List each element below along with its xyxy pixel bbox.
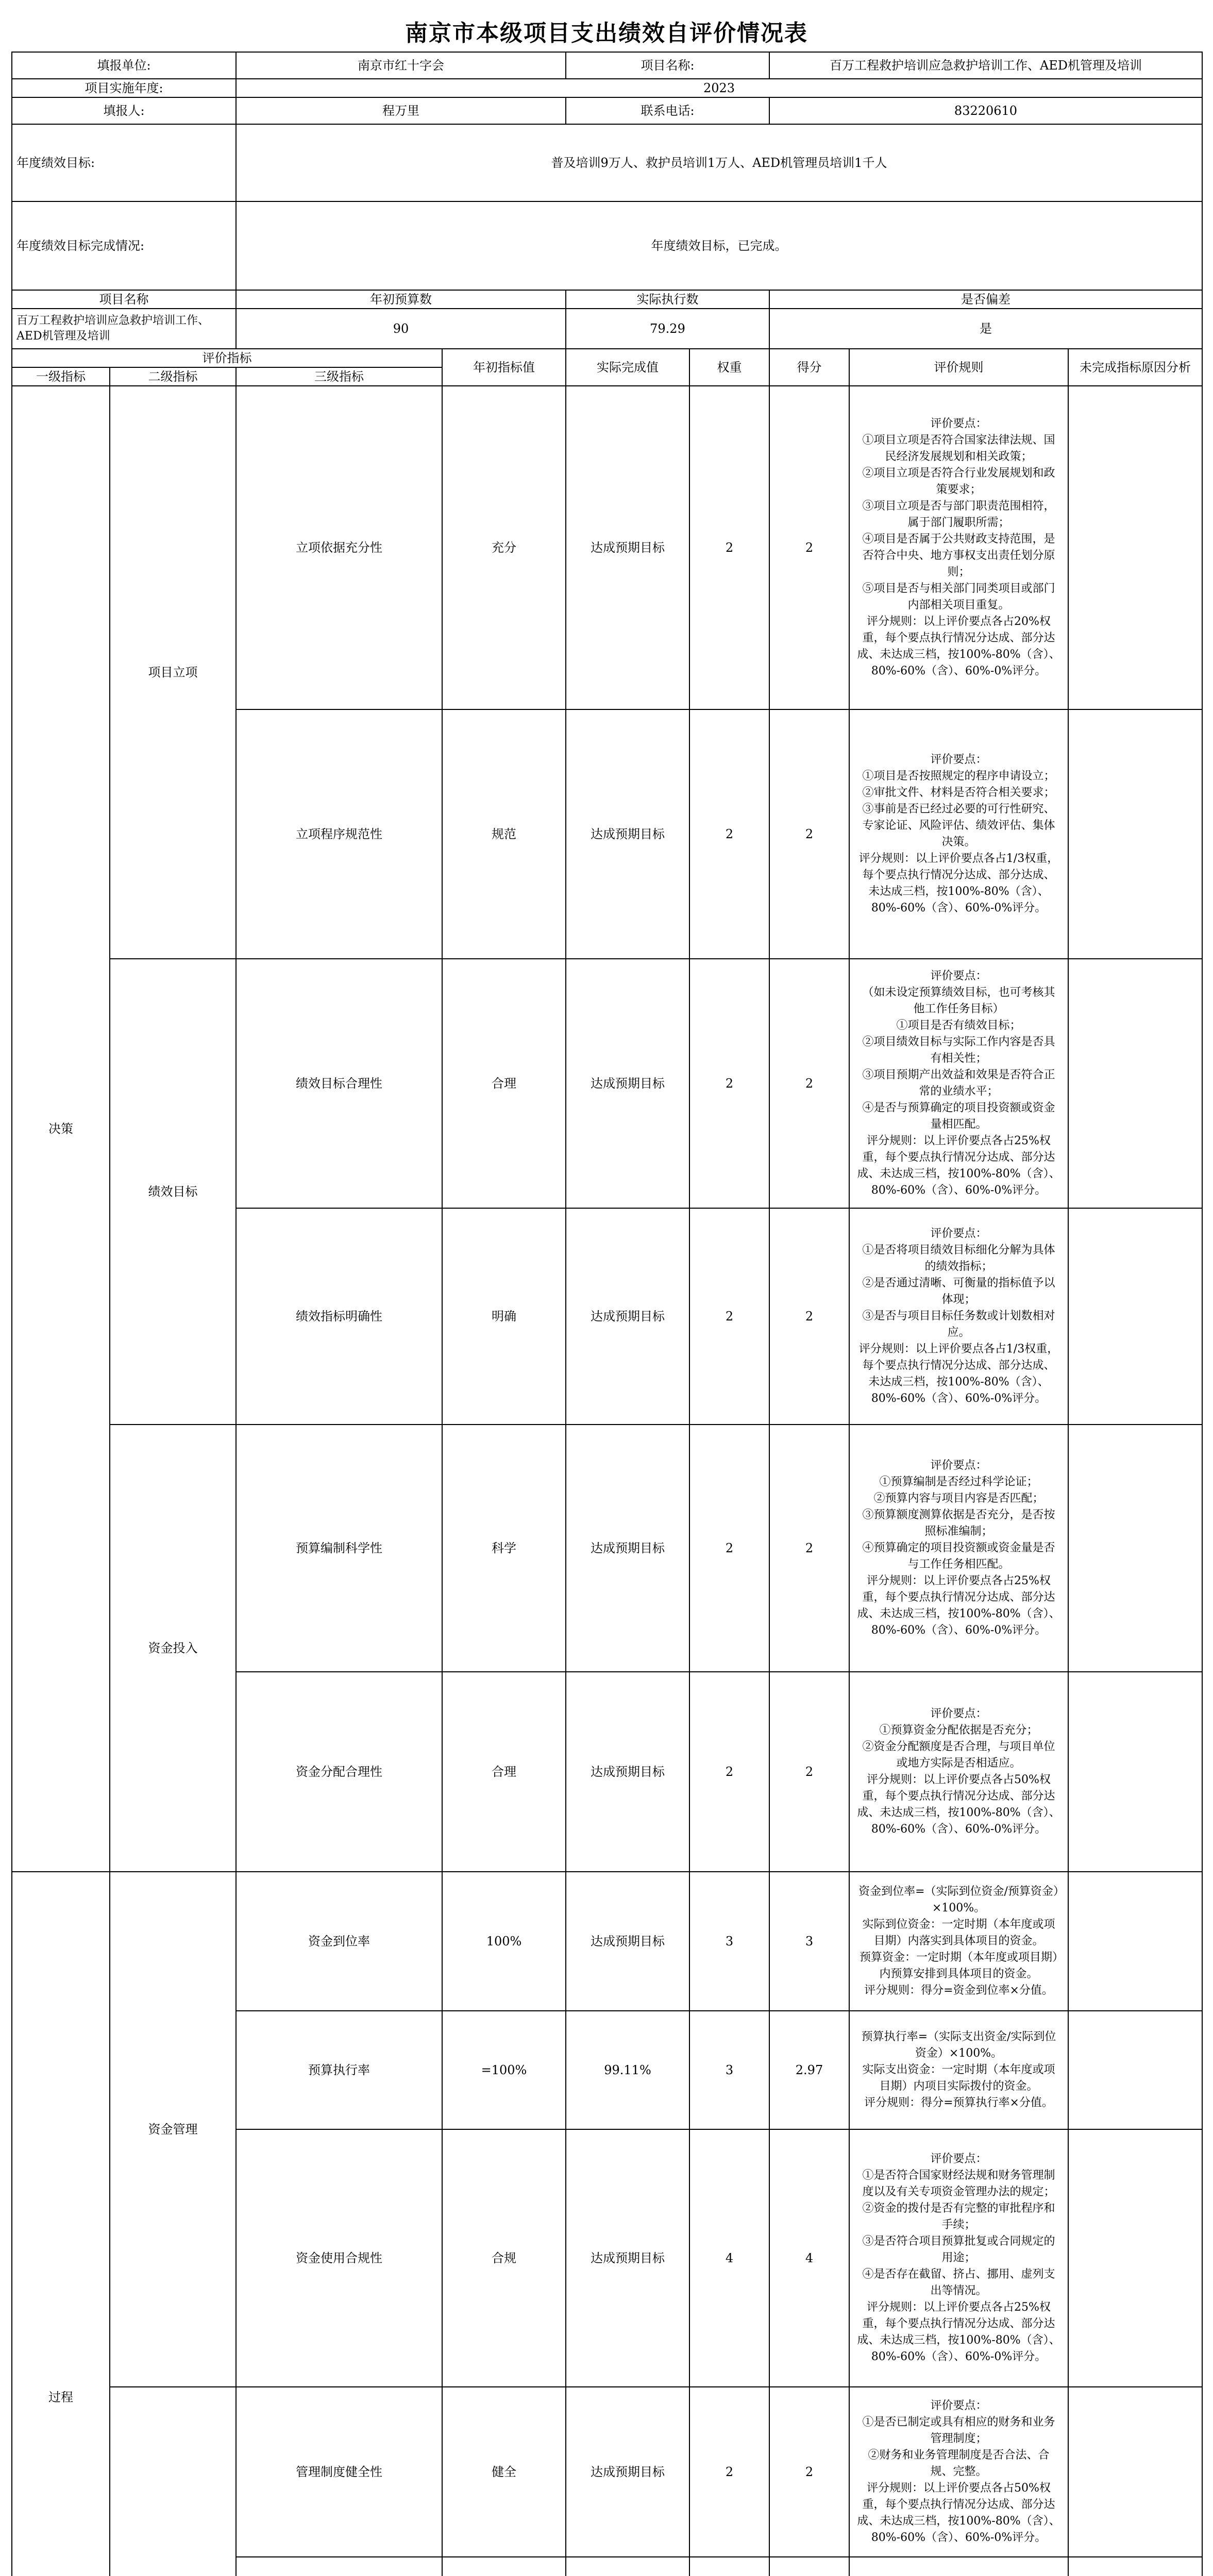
row-l3: 立项程序规范性 xyxy=(236,709,442,959)
row-criteria xyxy=(849,2387,1068,2557)
row-criteria xyxy=(849,386,1068,709)
criteria-line: ①项目立项是否符合国家法律法规、国民经济发展规划和相关政策； xyxy=(862,434,1055,463)
criteria-line: 评价要点： xyxy=(930,1707,987,1720)
row-target: 100% xyxy=(442,1872,566,2011)
row-actual: 达成预期目标 xyxy=(566,959,689,1208)
row-l3 xyxy=(236,2557,442,2576)
criteria-line: ③预算额度测算依据是否充分，是否按照标准编制； xyxy=(862,1509,1055,1538)
criteria-line: 评分规则：以上评价要点各占25%权重，每个要点执行情况分达成、部分达成、未达成三档，按100%-80%（含）、80%-60%（含）、60%-0%评分。 xyxy=(857,2301,1060,2363)
criteria-line: 评价要点： xyxy=(930,970,987,982)
row-weight: 2 xyxy=(689,959,769,1208)
row-actual: 达成预期目标 xyxy=(566,1208,689,1425)
row-criteria xyxy=(849,709,1068,959)
row-target: 明确 xyxy=(442,1208,566,1425)
table-row xyxy=(12,2387,1202,2557)
criteria-line: ④是否与预算确定的项目投资额或资金量相匹配。 xyxy=(862,1101,1055,1131)
row-weight: 2 xyxy=(689,2387,769,2557)
row-actual: 达成预期目标 xyxy=(566,2129,689,2387)
row-l3: 资金分配合理性 xyxy=(236,1672,442,1872)
col-target: 年初指标值 xyxy=(442,349,566,386)
criteria-line: 评分规则：以上评价要点各占1/3权重，每个要点执行情况分达成、部分达成、未达成三档，按100%-80%（含）、80%-60%（含）、60%-0%评分。 xyxy=(858,852,1059,914)
row-weight: 2 xyxy=(689,1672,769,1872)
budget-actual: 79.29 xyxy=(566,309,769,349)
row-weight: 4 xyxy=(689,2129,769,2387)
budget-initial: 90 xyxy=(236,309,566,349)
unit-label: 填报单位: xyxy=(12,52,236,79)
criteria-line: ③项目立项是否与部门职责范围相符，属于部门履职所需； xyxy=(862,500,1055,529)
col-reason: 未完成指标原因分析 xyxy=(1068,349,1202,386)
row-weight: 3 xyxy=(689,1872,769,2011)
goal-label: 年度绩效目标: xyxy=(12,124,236,201)
row-score: 2 xyxy=(769,959,849,1208)
row-reason xyxy=(1068,1672,1202,1872)
criteria-line: ①项目是否有绩效目标； xyxy=(896,1019,1021,1032)
criteria-line: ③是否符合项目预算批复或合同规定的用途； xyxy=(862,2235,1055,2264)
row-criteria xyxy=(849,2011,1068,2129)
subgroup-org-impl xyxy=(110,2387,236,2576)
subgroup-project-setup: 项目立项 xyxy=(110,386,236,959)
criteria-line: ②审批文件、材料是否符合相关要求； xyxy=(862,786,1055,799)
row-l3: 资金使用合规性 xyxy=(236,2129,442,2387)
col-weight: 权重 xyxy=(689,349,769,386)
criteria-line: 评价要点： xyxy=(930,1227,987,1240)
row-l3: 资金到位率 xyxy=(236,1872,442,2011)
subgroup-perf-goal: 绩效目标 xyxy=(110,959,236,1425)
table-row xyxy=(12,1425,1202,1672)
group-decision: 决策 xyxy=(12,386,110,1872)
row-target: 充分 xyxy=(442,386,566,709)
row-target: 科学 xyxy=(442,1425,566,1672)
row-target: 合理 xyxy=(442,1672,566,1872)
project-label: 项目名称: xyxy=(566,52,769,79)
budget-col-deviation: 是否偏差 xyxy=(769,290,1202,309)
indicator-header: 评价指标 xyxy=(12,349,442,367)
criteria-line: 评价要点： xyxy=(930,753,987,766)
criteria-line: 资金到位率=（实际到位资金/预算资金）×100%。 xyxy=(858,1885,1059,1914)
page-title: 南京市本级项目支出绩效自评价情况表 xyxy=(405,20,808,46)
row-actual: 99.11% xyxy=(566,2011,689,2129)
criteria-line: ②资金分配额度是否合理，与项目单位或地方实际是否相适应。 xyxy=(862,1740,1055,1770)
criteria-line: 预算资金：一定时期（本年度或项目期）内预算安排到具体项目的资金。 xyxy=(859,1951,1058,1980)
criteria-line: ⑤项目是否与相关部门同类项目或部门内部相关项目重复。 xyxy=(862,582,1055,612)
row-score xyxy=(769,2557,849,2576)
row-criteria xyxy=(849,1672,1068,1872)
row-target: 规范 xyxy=(442,709,566,959)
criteria-line: 评分规则：以上评价要点各占20%权重，每个要点执行情况分达成、部分达成、未达成三档，按100%-80%（含）、80%-60%（含）、60%-0%评分。 xyxy=(857,615,1060,677)
group-process: 过程 xyxy=(12,1872,110,2576)
row-score: 2 xyxy=(769,1425,849,1672)
col-level3: 三级指标 xyxy=(236,367,442,386)
criteria-line: ①是否符合国家财经法规和财务管理制度以及有关专项资金管理办法的规定； xyxy=(862,2169,1055,2198)
subgroup-fund-input: 资金投入 xyxy=(110,1425,236,1872)
row-actual: 达成预期目标 xyxy=(566,2387,689,2557)
row-target: 合规 xyxy=(442,2129,566,2387)
criteria-line: 评分规则：以上评价要点各占25%权重，每个要点执行情况分达成、部分达成、未达成三档，按100%-80%（含）、80%-60%（含）、60%-0%评分。 xyxy=(857,1574,1060,1637)
phone-value: 83220610 xyxy=(769,97,1202,124)
year-label: 项目实施年度: xyxy=(12,79,236,97)
criteria-line: 评价要点： xyxy=(930,2153,987,2165)
criteria-line: ④项目是否属于公共财政支持范围，是否符合中央、地方事权支出责任划分原则； xyxy=(862,533,1055,579)
criteria-line: 评分规则：以上评价要点各占1/3权重，每个要点执行情况分达成、部分达成、未达成三档，按100%-80%（含）、80%-60%（含）、60%-0%评分。 xyxy=(858,1343,1059,1405)
criteria-line: ③项目预期产出效益和效果是否符合正常的业绩水平； xyxy=(862,1069,1055,1098)
row-criteria xyxy=(849,1208,1068,1425)
row-reason xyxy=(1068,386,1202,709)
row-target: =100% xyxy=(442,2011,566,2129)
subgroup-fund-mgmt: 资金管理 xyxy=(110,1872,236,2387)
row-l3: 立项依据充分性 xyxy=(236,386,442,709)
row-criteria xyxy=(849,2557,1068,2576)
phone-label: 联系电话: xyxy=(566,97,769,124)
criteria-line: ②是否通过清晰、可衡量的指标值予以体现； xyxy=(862,1277,1055,1306)
criteria-line: ②财务和业务管理制度是否合法、合规、完整。 xyxy=(868,2449,1050,2478)
criteria-line: 评分规则：得分=预算执行率×分值。 xyxy=(864,2096,1053,2109)
row-weight: 2 xyxy=(689,386,769,709)
row-l3: 绩效指标明确性 xyxy=(236,1208,442,1425)
criteria-line: 实际支出资金：一定时期（本年度或项目期）内项目实际拨付的资金。 xyxy=(862,2063,1055,2093)
completion-label: 年度绩效目标完成情况: xyxy=(12,201,236,290)
row-score: 2 xyxy=(769,709,849,959)
row-reason xyxy=(1068,1208,1202,1425)
criteria-line: 评价要点： xyxy=(930,2399,987,2412)
criteria-line: ②项目立项是否符合行业发展规划和政策要求； xyxy=(862,467,1055,496)
budget-deviation: 是 xyxy=(769,309,1202,349)
criteria-line: ①是否将项目绩效目标细化分解为具体的绩效指标； xyxy=(862,1244,1055,1273)
row-actual: 达成预期目标 xyxy=(566,386,689,709)
criteria-line: 评价要点： xyxy=(930,417,987,430)
row-actual: 达成预期目标 xyxy=(566,1425,689,1672)
budget-col-initial: 年初预算数 xyxy=(236,290,566,309)
row-criteria xyxy=(849,1872,1068,2011)
row-reason xyxy=(1068,959,1202,1208)
row-score: 2 xyxy=(769,1672,849,1872)
criteria-line: （如未设定预算绩效目标，也可考核其他工作任务目标） xyxy=(862,986,1055,1015)
criteria-line: ①是否已制定或具有相应的财务和业务管理制度； xyxy=(862,2416,1055,2445)
row-weight: 2 xyxy=(689,1425,769,1672)
row-weight: 2 xyxy=(689,1208,769,1425)
criteria-line: ④预算确定的项目投资额或资金量是否与工作任务相匹配。 xyxy=(862,1541,1055,1571)
criteria-line: ②项目绩效目标与实际工作内容是否具有相关性； xyxy=(862,1036,1055,1065)
criteria-line: 评分规则：得分=资金到位率×分值。 xyxy=(864,1984,1053,1997)
row-reason xyxy=(1068,2387,1202,2557)
row-target: 合理 xyxy=(442,959,566,1208)
row-actual: 达成预期目标 xyxy=(566,709,689,959)
criteria-line: 评价要点： xyxy=(930,1459,987,1472)
year-value: 2023 xyxy=(236,79,1202,97)
row-l3: 预算编制科学性 xyxy=(236,1425,442,1672)
budget-col-name: 项目名称 xyxy=(12,290,236,309)
criteria-line: ④是否存在截留、挤占、挪用、虚列支出等情况。 xyxy=(862,2268,1055,2297)
goal-value: 普及培训9万人、救护员培训1万人、AED机管理员培训1千人 xyxy=(236,124,1202,201)
row-score: 3 xyxy=(769,1872,849,2011)
row-score: 4 xyxy=(769,2129,849,2387)
budget-project-name: 百万工程救护培训应急救护培训工作、AED机管理及培训 xyxy=(12,309,236,349)
criteria-line: ②资金的拨付是否有完整的审批程序和手续； xyxy=(862,2202,1055,2231)
row-actual: 达成预期目标 xyxy=(566,1872,689,2011)
unit-value: 南京市红十字会 xyxy=(236,52,566,79)
row-reason xyxy=(1068,1425,1202,1672)
filler-label: 填报人: xyxy=(12,97,236,124)
row-actual: 达成预期目标 xyxy=(566,1672,689,1872)
criteria-line: ②预算内容与项目内容是否匹配； xyxy=(873,1492,1044,1505)
row-l3: 管理制度健全性 xyxy=(236,2387,442,2557)
row-actual xyxy=(566,2557,689,2576)
col-criteria: 评价规则 xyxy=(849,349,1068,386)
row-score: 2.97 xyxy=(769,2011,849,2129)
criteria-line: ①预算编制是否经过科学论证； xyxy=(879,1476,1038,1488)
row-score: 2 xyxy=(769,2387,849,2557)
criteria-line: 评分规则：以上评价要点各占50%权重，每个要点执行情况分达成、部分达成、未达成三档，按100%-80%（含）、80%-60%（含）、60%-0%评分。 xyxy=(857,1773,1060,1836)
row-reason xyxy=(1068,2011,1202,2129)
table-row xyxy=(12,1872,1202,2011)
criteria-line: 预算执行率=（实际支出资金/实际到位资金）×100%。 xyxy=(861,2030,1056,2060)
completion-value: 年度绩效目标，已完成。 xyxy=(236,201,1202,290)
col-level2: 二级指标 xyxy=(110,367,236,386)
criteria-line: ①预算资金分配依据是否充分； xyxy=(879,1724,1038,1737)
row-target xyxy=(442,2557,566,2576)
criteria-line: ③事前是否已经过必要的可行性研究、专家论证、风险评估、绩效评估、集体决策。 xyxy=(862,803,1055,849)
evaluation-table xyxy=(11,52,1203,2576)
row-l3: 绩效目标合理性 xyxy=(236,959,442,1208)
criteria-line: 实际到位资金：一定时期（本年度或项目期）内落实到具体项目的资金。 xyxy=(862,1918,1055,1947)
table-row xyxy=(12,386,1202,709)
col-level1: 一级指标 xyxy=(12,367,110,386)
row-weight xyxy=(689,2557,769,2576)
budget-col-actual: 实际执行数 xyxy=(566,290,769,309)
row-score: 2 xyxy=(769,386,849,709)
criteria-line: 评分规则：以上评价要点各占25%权重，每个要点执行情况分达成、部分达成、未达成三档，按100%-80%（含）、80%-60%（含）、60%-0%评分。 xyxy=(857,1134,1060,1197)
filler-value: 程万里 xyxy=(236,97,566,124)
row-criteria xyxy=(849,2129,1068,2387)
row-reason xyxy=(1068,709,1202,959)
row-weight: 2 xyxy=(689,709,769,959)
row-reason xyxy=(1068,2129,1202,2387)
row-reason xyxy=(1068,1872,1202,2011)
row-l3: 预算执行率 xyxy=(236,2011,442,2129)
criteria-line: 评分规则：以上评价要点各占50%权重，每个要点执行情况分达成、部分达成、未达成三档，按100%-80%（含）、80%-60%（含）、60%-0%评分。 xyxy=(857,2482,1060,2544)
row-reason xyxy=(1068,2557,1202,2576)
row-criteria xyxy=(849,1425,1068,1672)
col-actual: 实际完成值 xyxy=(566,349,689,386)
row-target: 健全 xyxy=(442,2387,566,2557)
table-row xyxy=(12,959,1202,1208)
row-criteria xyxy=(849,959,1068,1208)
criteria-line: ①项目是否按照规定的程序申请设立； xyxy=(862,770,1055,783)
project-value: 百万工程救护培训应急救护培训工作、AED机管理及培训 xyxy=(769,52,1202,79)
row-weight: 3 xyxy=(689,2011,769,2129)
row-score: 2 xyxy=(769,1208,849,1425)
col-score: 得分 xyxy=(769,349,849,386)
criteria-line: ③是否与项目目标任务数或计划数相对应。 xyxy=(862,1310,1055,1339)
